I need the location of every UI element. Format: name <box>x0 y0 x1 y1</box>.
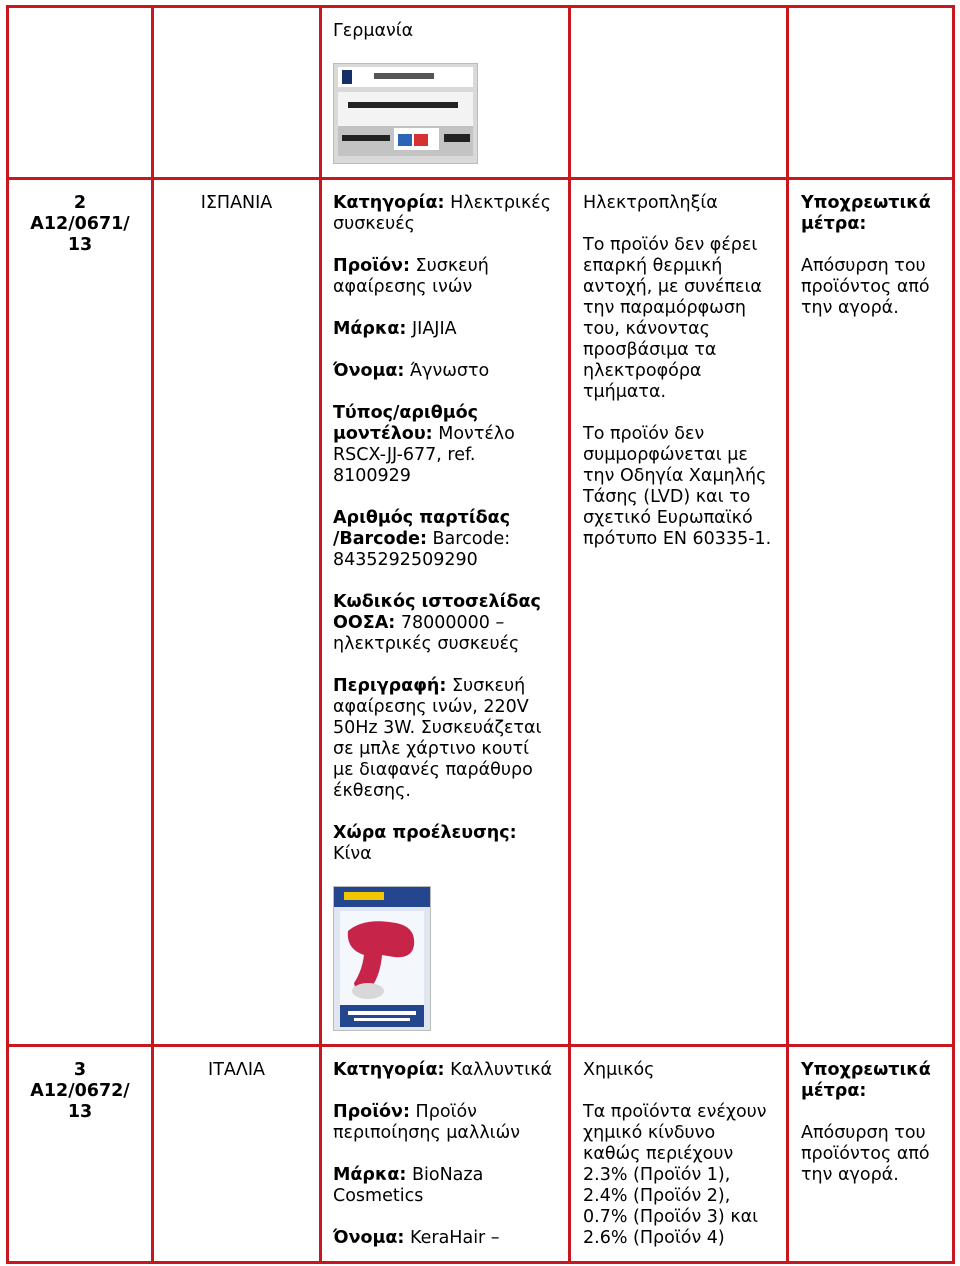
product-photo-whitening-pen-icon <box>333 63 478 164</box>
row2-description <box>333 676 555 802</box>
row2-risk-cell <box>583 193 775 550</box>
row3-name-value: KeraHair – <box>410 1228 500 1248</box>
row2-oecd <box>333 592 555 655</box>
table-border-bottom <box>6 1261 955 1264</box>
row2-risk-compliance: Το προϊόν δεν συμμορφώνεται με την Οδηγία Χαμηλής Τάσης (LVD) και το σχετικό Ευρωπαϊκό πρότυπο EN 60335-1. <box>583 424 772 549</box>
row2-measures-value: Απόσυρση του προϊόντος από την αγορά. <box>801 256 930 318</box>
table-border-top <box>6 5 955 8</box>
row2-category-value: Ηλεκτρικές συσκευές <box>333 193 552 234</box>
column-divider-2 <box>319 5 322 1264</box>
row2-desc-label: Περιγραφή: <box>333 676 447 696</box>
row2-brand <box>333 319 555 340</box>
row-divider-2 <box>6 1044 955 1047</box>
row2-oecd-label: Κωδικός ιστοσελίδας ΟΟΣΑ: <box>333 592 541 633</box>
row2-desc-value: Συσκευή αφαίρεσης ινών, 220V 50Hz 3W. Συσκευάζεται σε μπλε χάρτινο κουτί με διαφανές παράθυρο έκθεσης. <box>333 676 542 801</box>
row3-brand-value: BioNaza Cosmetics <box>333 1165 484 1206</box>
product-photo-fabric-shaver-icon <box>333 886 431 1031</box>
row3-risk-description: Τα προϊόντα ενέχουν χημικό κίνδυνο καθώς περιέχουν 2.3% (Προϊόν 1), 2.4% (Προϊόν 2), 0.7% (Προϊόν 3) και 2.6% (Προϊόν 4) <box>583 1102 767 1248</box>
row2-country: ΙΣΠΑΝΙΑ <box>200 193 273 213</box>
row2-risk-type: Ηλεκτροπληξία <box>583 193 718 213</box>
row3-risk-cell <box>583 1060 775 1249</box>
row2-measures-label: Υποχρεωτικά μέτρα: <box>801 193 931 234</box>
row2-batch-label: Αριθμός παρτίδας /Barcode: <box>333 508 511 549</box>
row0-country-of-origin: Γερμανία <box>333 21 414 41</box>
row3-measures-cell <box>801 1060 946 1186</box>
row3-product-value: Προϊόν περιποίησης μαλλιών <box>333 1102 521 1143</box>
row3-measures-value: Απόσυρση του προϊόντος από την αγορά. <box>801 1123 930 1185</box>
row2-product <box>333 256 555 298</box>
column-divider-3 <box>568 5 571 1264</box>
row3-country-cell <box>154 1060 319 1081</box>
row3-product-label: Προϊόν: <box>333 1102 410 1122</box>
row3-product-cell <box>333 1060 555 1249</box>
row3-product <box>333 1102 555 1144</box>
row2-name <box>333 361 555 382</box>
row2-category <box>333 193 555 235</box>
row2-product-value: Συσκευή αφαίρεσης ινών <box>333 256 489 297</box>
row3-measures-label: Υποχρεωτικά μέτρα: <box>801 1060 931 1101</box>
row2-model <box>333 403 555 487</box>
row3-category-value: Καλλυντικά <box>450 1060 553 1080</box>
row2-country-cell <box>154 193 319 214</box>
row3-category <box>333 1060 555 1081</box>
row2-origin-label: Χώρα προέλευσης: <box>333 823 517 843</box>
row3-ref-line1: A12/0672/ <box>30 1081 130 1101</box>
row2-name-label: Όνομα: <box>333 361 405 381</box>
row2-brand-label: Μάρκα: <box>333 319 407 339</box>
row3-number-cell <box>9 1060 151 1123</box>
row3-category-label: Κατηγορία: <box>333 1060 445 1080</box>
row2-model-label: Τύπος/αριθμός μοντέλου: <box>333 403 479 444</box>
row3-number: 3 <box>73 1060 87 1080</box>
row2-ref-line1: A12/0671/ <box>30 214 130 234</box>
row2-name-value: Άγνωστο <box>410 361 490 381</box>
row2-ref-line2: 13 <box>67 235 93 255</box>
row2-origin <box>333 823 555 865</box>
row3-risk-type: Χημικός <box>583 1060 655 1080</box>
column-divider-4 <box>786 5 789 1264</box>
row3-name <box>333 1228 555 1249</box>
row2-model-value: Μοντέλο RSCX-JJ-677, ref. 8100929 <box>333 424 515 486</box>
row2-batch <box>333 508 555 571</box>
row2-origin-value: Κίνα <box>333 844 372 864</box>
row2-measures-cell <box>801 193 946 319</box>
row3-brand <box>333 1165 555 1207</box>
row2-risk-description: Το προϊόν δεν φέρει επαρκή θερμική αντοχή, με συνέπεια την παραμόρφωση του, κάνοντας προσβάσιμα τα ηλεκτροφόρα τμήματα. <box>583 235 762 402</box>
row0-product-cell <box>333 21 558 42</box>
row-divider-1 <box>6 177 955 180</box>
row3-ref-line2: 13 <box>67 1102 93 1122</box>
row2-category-label: Κατηγορία: <box>333 193 445 213</box>
row3-country: ΙΤΑΛΙΑ <box>208 1060 265 1080</box>
row2-number: 2 <box>73 193 87 213</box>
column-divider-5 <box>952 5 955 1264</box>
row3-brand-label: Μάρκα: <box>333 1165 407 1185</box>
row2-brand-value: JIAJIA <box>412 319 457 339</box>
row2-product-label: Προϊόν: <box>333 256 410 276</box>
row2-oecd-value: 78000000 – ηλεκτρικές συσκευές <box>333 613 520 654</box>
row2-number-cell <box>9 193 151 256</box>
row2-product-cell <box>333 193 555 865</box>
row2-batch-value: Barcode: 8435292509290 <box>333 529 511 570</box>
row3-name-label: Όνομα: <box>333 1228 405 1248</box>
